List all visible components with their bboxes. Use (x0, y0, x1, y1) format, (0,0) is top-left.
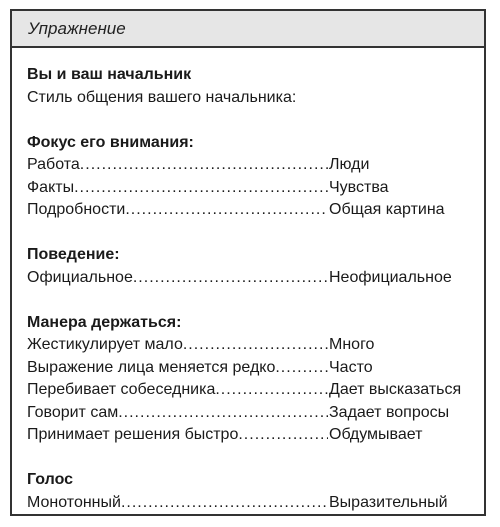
dotted-leader (133, 267, 328, 290)
dotted-leader (80, 154, 328, 177)
dotted-leader (125, 199, 328, 222)
scale-right-label: Неофициальное (329, 268, 452, 286)
scale-left-label: Работа (27, 156, 80, 173)
dotted-leader (183, 334, 328, 357)
scale-left-label: Монотонный (27, 493, 121, 511)
scale-row (27, 199, 479, 222)
dotted-leader (275, 357, 328, 380)
scale-row (27, 402, 479, 425)
scale-right-label: Задает вопросы (329, 403, 450, 421)
scale-row (27, 177, 479, 200)
exercise-title: Упражнение (28, 18, 126, 38)
scale-left-label: Жестикулирует мало (27, 336, 183, 353)
scale-row (27, 154, 479, 177)
scale-left-label: Подробности (27, 201, 126, 218)
scale-left-label: Говорит сам (27, 403, 119, 421)
section-heading-focus: Фокус его внимания: (27, 133, 194, 151)
scale-right-label: Люди (329, 156, 370, 173)
scale-row (27, 492, 479, 515)
dotted-leader (74, 177, 328, 200)
scale-row (27, 267, 479, 290)
scale-left-label: Перебивает собеседника (27, 381, 216, 398)
section-heading-manner: Манера держаться: (27, 313, 182, 331)
spacer (27, 109, 484, 132)
dotted-leader (121, 492, 328, 515)
dotted-leader (118, 402, 328, 425)
scale-row (27, 424, 479, 447)
scale-right-label: Часто (329, 358, 373, 376)
exercise-header (12, 11, 484, 48)
spacer (27, 289, 484, 312)
scale-left-label: Официальное (27, 268, 133, 286)
scale-right-label: Общая картина (329, 201, 445, 218)
dotted-leader (215, 379, 328, 402)
scale-right-label: Дает высказаться (329, 381, 462, 398)
scale-left-label: Принимает решения быстро (27, 426, 239, 443)
intro-heading: Вы и ваш начальник (27, 66, 192, 83)
dotted-leader (238, 424, 328, 447)
section-heading-voice: Голос (27, 471, 74, 488)
scale-right-label: Выразительный (329, 493, 448, 511)
scale-left-label: Факты (27, 178, 75, 196)
scale-left-label: Выражение лица меняется редко (27, 358, 276, 376)
scale-right-label: Чувства (329, 178, 389, 196)
scale-right-label: Много (329, 336, 375, 353)
exercise-box (10, 9, 486, 516)
section-heading-behavior: Поведение: (27, 246, 120, 263)
spacer (27, 447, 484, 470)
scale-row (27, 334, 479, 357)
exercise-content (12, 48, 484, 514)
intro-subtitle: Стиль общения вашего начальника: (27, 88, 297, 106)
spacer (27, 222, 484, 245)
scale-row (27, 379, 479, 402)
scale-right-label: Обдумывает (329, 426, 423, 443)
scale-row (27, 357, 479, 380)
